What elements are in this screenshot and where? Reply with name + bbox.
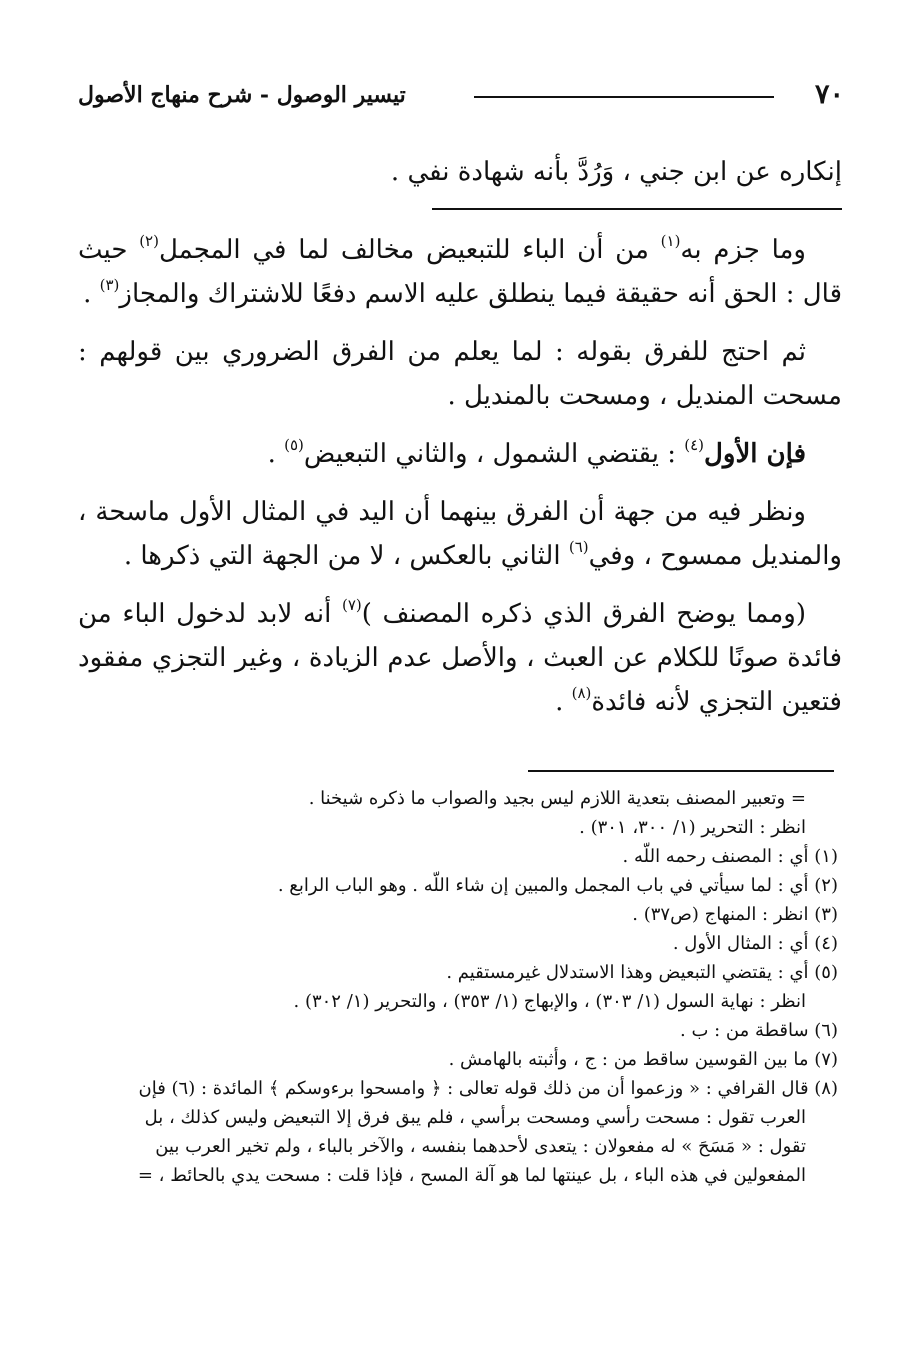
book-title: تيسير الوصول - شرح منهاج الأصول bbox=[78, 82, 406, 108]
paragraph-4 bbox=[78, 490, 842, 578]
footnote-7: (٧) ما بين القوسين ساقط من : ج ، وأثبته بالهامش . bbox=[448, 1049, 838, 1070]
footnote-ref-8: (٨) bbox=[571, 684, 592, 702]
section-rule bbox=[432, 208, 842, 210]
paragraph-1 bbox=[78, 228, 842, 316]
footnote-ref-6: (٦) bbox=[568, 538, 589, 556]
paragraph-5-text-b: أنه لابد لدخول الباء من فائدة صونًا للكلام عن العبث ، والأصل عدم الزيادة ، وغير التجزي مفقود فتعين التجزي لأنه فائدة bbox=[78, 599, 842, 717]
page-number: ٧٠ bbox=[814, 79, 844, 110]
footnote-ref-7: (٧) bbox=[341, 596, 362, 614]
footnote-8-line-4: المفعولين في هذه الباء ، بل عينتها لما هو آلة المسح ، فإذا قلت : مسحت يدي بالحائط ، = bbox=[137, 1165, 806, 1186]
footnote-8-line-3: تقول : « مَسَحَ » له مفعولان : يتعدى لأحدهما بنفسه ، والآخر بالباء ، ولم تخير العرب بين bbox=[155, 1136, 806, 1157]
footnote-ref-4: (٤) bbox=[684, 436, 704, 454]
footnote-4: (٤) أي : المثال الأول . bbox=[672, 933, 838, 954]
paragraph-1-text-d: . bbox=[83, 279, 100, 309]
footnote-ref-2: (٢) bbox=[139, 232, 159, 250]
paragraph-1-text-a: وما جزم به bbox=[680, 235, 806, 265]
main-text bbox=[78, 150, 842, 738]
footnote-separator bbox=[528, 770, 834, 772]
footnote-ref-1: (١) bbox=[660, 232, 681, 250]
paragraph-2: ثم احتج للفرق بقوله : لما يعلم من الفرق الضروري بين قولهم : مسحت المنديل ، ومسحت بالمنديل . bbox=[78, 337, 842, 411]
paragraph-3-text-c: . bbox=[267, 439, 285, 469]
paragraph-5 bbox=[78, 592, 842, 724]
footnote-6: (٦) ساقطة من : ب . bbox=[680, 1020, 838, 1041]
paragraph-3-text-b: : يقتضي الشمول ، والثاني التبعيض bbox=[303, 439, 685, 469]
paragraph-4-text-b: الثاني بالعكس ، لا من الجهة التي ذكرها . bbox=[123, 541, 569, 571]
paragraph-3-lead: فإن الأول bbox=[704, 439, 806, 469]
footnote-ref-5: (٥) bbox=[284, 436, 304, 454]
paragraph-5-text-a: (ومما يوضح الفرق الذي ذكره المصنف ) bbox=[361, 599, 806, 629]
paragraph-1-text-c: حيث قال : الحق أنه حقيقة فيما ينطلق عليه الاسم دفعًا للاشتراك والمجاز bbox=[78, 235, 842, 309]
footnotes bbox=[70, 784, 838, 1190]
footnote-8-line-2: العرب تقول : مسحت رأسي ومسحت برأسي ، فلم يبق فرق إلا التبعيض وليس كذلك ، بل bbox=[144, 1107, 806, 1128]
paragraph-1-text-b: من أن الباء للتبعيض مخالف لما في المجمل bbox=[158, 235, 661, 265]
footnote-3: (٣) انظر : المنهاج (ص٣٧) . bbox=[632, 904, 838, 925]
paragraph-4-text-a: ونظر فيه من جهة أن الفرق بينهما أن اليد في المثال الأول ماسحة ، والمنديل ممسوح ، وفي bbox=[78, 497, 842, 571]
footnote-8-line-1: (٨) قال القرافي : « وزعموا أن من ذلك قوله تعالى : ﴿ وامسحوا برءوسكم ﴾ المائدة : (٦) فإن bbox=[138, 1078, 838, 1099]
footnote-carryover-line-2: انظر : التحرير (١/ ٣٠٠، ٣٠١) . bbox=[579, 817, 806, 838]
footnote-1: (١) أي : المصنف رحمه اللّه . bbox=[622, 846, 838, 867]
footnote-carryover-line-1: = وتعبير المصنف بتعدية اللازم ليس بجيد والصواب ما ذكره شيخنا . bbox=[308, 788, 806, 809]
footnote-ref-3: (٣) bbox=[99, 276, 120, 294]
page-header bbox=[78, 78, 844, 114]
paragraph-3 bbox=[78, 432, 842, 476]
footnote-5: (٥) أي : يقتضي التبعيض وهذا الاستدلال غيرمستقيم . bbox=[446, 962, 838, 983]
footnote-5-reference: انظر : نهاية السول (١/ ٣٠٣) ، والإبهاج (١/ ٣٥٣) ، والتحرير (١/ ٣٠٢) . bbox=[293, 991, 806, 1012]
continuation-line: إنكاره عن ابن جني ، وَرُدَّ بأنه شهادة نفي . bbox=[390, 157, 842, 187]
paragraph-5-text-c: . bbox=[555, 687, 572, 717]
header-rule bbox=[474, 96, 774, 98]
footnote-2: (٢) أي : لما سيأتي في باب المجمل والمبين إن شاء اللّه . وهو الباب الرابع . bbox=[277, 875, 838, 896]
